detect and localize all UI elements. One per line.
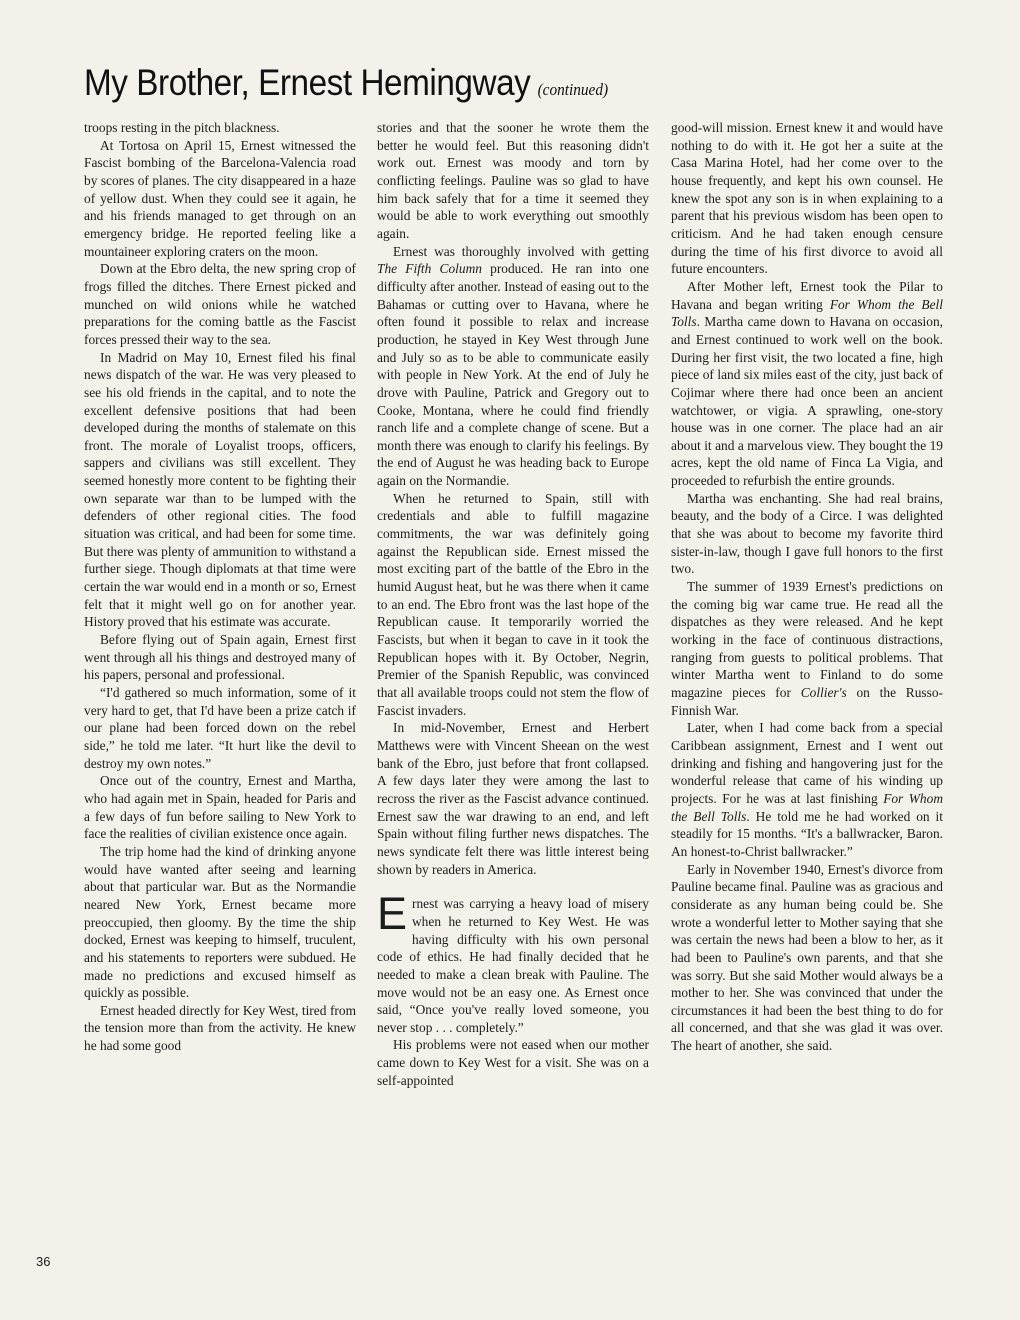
article-title: [84, 62, 608, 104]
paragraph: In mid-November, Ernest and Herbert Matthews were with Vincent Sheean on the west bank of the Ebro, just before that front collapsed. A few days later they were among the last to recross the river as the Fascist advance continued. Ernest saw the war drawing to an end, and left Spain without filing further news dispatches. The news syndicate felt there was little interest being shown by readers in America.: [377, 720, 649, 877]
text-column-3: [671, 119, 943, 1055]
paragraph: In Madrid on May 10, Ernest filed his final news dispatch of the war. He was very pleased to see his old friends in the capital, and to note the excellent defensive positions that had been developed during the months of stalemate on this front. The morale of Loyalist troops, officers, sappers and civilians was still excellent. They seemed honestly more content to be fighting their own separate war than to be lumped with the defenders of other regional cities. The food situation was critical, and had been for some time. But there was plenty of ammunition to withstand a further siege. Though diplomats at that time were certain the war would end in a month or so, Ernest felt that it might well go on for another year. History proved that his estimate was accurate.: [84, 349, 356, 630]
paragraph: Once out of the country, Ernest and Martha, who had again met in Spain, headed for Paris and a few days of fun before sailing to New York to face the realities of civilian existence once again.: [84, 773, 356, 842]
paragraph: When he returned to Spain, still with credentials and able to fulfill magazine commitments, the war was definitely going against the Republican side. Ernest missed the most exciting part of the battle of the Ebro in the humid August heat, but he was there when it came to an end. The Ebro front was the last hope of the Republican cause. It temporarily worried the Fascists, but when it began to cave in it took the Republican hopes with it. By October, Negrin, Premier of the Spanish Republic, was convinced that all available troops could not stem the flow of Fascist invaders.: [377, 490, 649, 718]
paragraph: stories and that the sooner he wrote them the better he would feel. But this reasoning didn't work out. Ernest was moody and torn by conflicting feelings. Pauline was so glad to have him back safely that for a time it seemed they would be able to work everything out smoothly again.: [377, 120, 649, 241]
drop-cap-letter: E: [377, 888, 408, 940]
paragraph: The summer of 1939 Ernest's predictions on the coming big war came true. He read all the dispatches as they were released. And he kept working in the face of continuous distractions, ranging from guests to political problems. That winter Martha went to Finland to do some magazine pieces for Collier's on the Russo-Finnish War.: [671, 579, 943, 718]
paragraph: Later, when I had come back from a special Caribbean assignment, Ernest and I went out drinking and fishing and hangovering just for the wonderful release that came of his winding up projects. For he was at last finishing For Whom the Bell Tolls. He told me he had worked on it steadily for 15 months. “It's a ballwracker, Baron. An honest-to-Christ ballwracker.”: [671, 720, 943, 859]
paragraph: Down at the Ebro delta, the new spring crop of frogs filled the ditches. There Ernest picked and munched on wild onions while he watched preparations for the coming battle as the Fascist forces pressed their way to the sea.: [84, 261, 356, 347]
dropcap-paragraph-text: rnest was carrying a heavy load of misery when he returned to Key West. He was having difficulty with his own personal code of ethics. He had finally decided that he needed to make a clean break with Pauline. The move would not be an easy one. As Ernest once said, “Once you've really loved someone, you never stop . . . completely.”: [377, 896, 649, 1035]
paragraph: After Mother left, Ernest took the Pilar to Havana and began writing For Whom the Bell Tolls. Martha came down to Havana on occasion, and Ernest continued to work well on the book. During her first visit, the two located a fine, high piece of land six miles east of the city, just back of Cojimar where there had once been an ancient watchtower, or vigia. A sprawling, one-story house was in one corner. The place had an air about it and a marvelous view. They bought the 19 acres, kept the old name of Finca La Vigia, and proceeded to refurbish the entire grounds.: [671, 278, 943, 489]
paragraph: good-will mission. Ernest knew it and would have nothing to do with it. He got her a suite at the Casa Marina Hotel, had her come over to the house frequently, and kept his own counsel. He knew the spot any son is in when explaining to a parent that his previous wisdom has been open to criticism. And he had taken enough censure during the time of his first divorce to avoid all future encounters.: [671, 120, 943, 277]
paragraph: His problems were not eased when our mother came down to Key West for a visit. She was on a self-appointed: [377, 1037, 649, 1088]
page-number: 36: [36, 1254, 51, 1269]
dropcap-paragraph: [377, 888, 649, 1036]
text-column-1: [84, 119, 356, 1055]
continued-label: (continued): [537, 80, 609, 99]
paragraph: Before flying out of Spain again, Ernest first went through all his things and destroyed many of his papers, personal and professional.: [84, 632, 356, 683]
paragraph: “I'd gathered so much information, some of it very hard to get, that I'd have been a prize catch if our plane had been forced down on the rebel side,” he told me later. “It hurt like the devil to destroy my own notes.”: [84, 685, 356, 771]
paragraph: The trip home had the kind of drinking anyone would have wanted after seeing and learning about that particular war. But as the Normandie neared New York, Ernest became more preoccupied, then gloomy. By the time the ship docked, Ernest was keeping to himself, truculent, and his statements to reporters were subdued. He made no predictions and excused himself as quickly as possible.: [84, 843, 356, 1001]
paragraph: Ernest headed directly for Key West, tired from the tension more than from the activity. He knew he had some good: [84, 1002, 356, 1054]
paragraph: Martha was enchanting. She had real brains, beauty, and the body of a Circe. I was delighted that she was about to become my favorite third sister-in-law, though I gave full honors to the first two.: [671, 490, 943, 577]
paragraph: Ernest was thoroughly involved with getting The Fifth Column produced. He ran into one difficulty after another. Instead of easing out to the Bahamas or cutting over to Havana, where he often found it possible to relax and increase production, he stayed in Key West through June and July so as to be able to communicate easily with people in New York. At the end of July he drove with Pauline, Patrick and Gregory out to Cooke, Montana, where he could find friendly ranch life and a complete change of scene. But a month there was enough to clarify his feelings. By the end of August he was heading back to Europe again on the Normandie.: [377, 243, 649, 489]
text-column-2: [377, 119, 649, 1089]
paragraph: troops resting in the pitch blackness.: [84, 120, 280, 135]
paragraph: Early in November 1940, Ernest's divorce from Pauline became final. Pauline was as gracious and considerate as any human being could be. She wrote a wonderful letter to Mother saying that she was certain the news had been a blow to her, as it had been to Pauline's own parents, and that she was sorry. But she said Mother would always be a mother to her. She was convinced that under the circumstances it had been the best thing to do for all concerned, and that she was glad it was over. The heart of another, she said.: [671, 861, 943, 1054]
article-title-text: My Brother, Ernest Hemingway: [84, 62, 531, 103]
paragraph: At Tortosa on April 15, Ernest witnessed the Fascist bombing of the Barcelona-Valencia road by scores of planes. The city disappeared in a haze of yellow dust. When they could see it again, he and his friends managed to get through on an emergency bridge. He reported feeling like a mountaineer exploring craters on the moon.: [84, 137, 356, 259]
